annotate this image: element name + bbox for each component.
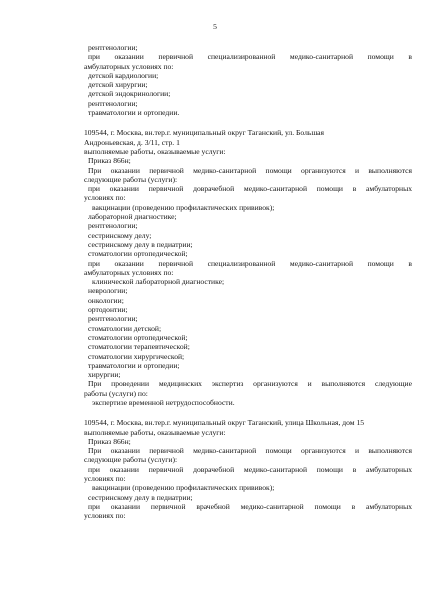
text-line: рентгенологии; xyxy=(88,221,138,231)
text-line: стоматологии хирургической; xyxy=(88,351,185,361)
text-line: условиях по: xyxy=(84,511,126,521)
text-line: выполняемые работы, оказываемые услуги: xyxy=(84,146,226,156)
text-line: рентгенологии; xyxy=(88,43,138,52)
text-line: работы (услуги) по: xyxy=(84,388,148,398)
text-line: вакцинации (проведению профилактических прививок); xyxy=(92,483,275,493)
text-line: детской эндокринологии; xyxy=(88,89,171,99)
text-line: онкологии; xyxy=(88,295,124,305)
document-body xyxy=(84,43,412,521)
text-line: экспертизе временной нетрудоспособности. xyxy=(92,397,235,407)
text-line: травматологии и ортопедии; xyxy=(88,360,180,370)
text-line: клинической лабораторной диагностике; xyxy=(92,277,225,287)
text-line: 109544, г. Москва, вн.тер.г. муниципальный округ Таганский, ул. Большая xyxy=(84,128,325,138)
text-line: сестринскому делу; xyxy=(88,230,152,240)
text-line: вакцинации (проведению профилактических прививок); xyxy=(92,202,275,212)
text-line: неврологии; xyxy=(88,286,128,296)
text-line: рентгенологии; xyxy=(88,314,138,324)
text-line: Приказ 866н; xyxy=(88,436,131,446)
text-line: 109544, г. Москва, вн.тер.г. муниципальный округ Таганский, улица Школьная, дом 15 xyxy=(84,418,365,428)
text-line: При оказании первичной медико-санитарной помощи организуются и выполняются xyxy=(88,165,412,175)
text-line: детской кардиологии; xyxy=(88,70,159,80)
text-line: следующие работы (услуги): xyxy=(84,174,178,184)
text-line: стоматологии ортопедической; xyxy=(88,249,188,259)
text-line: выполняемые работы, оказываемые услуги: xyxy=(84,427,226,437)
text-line: стоматологии детской; xyxy=(88,323,162,333)
text-line: следующие работы (услуги): xyxy=(84,455,178,465)
text-line: сестринскому делу в педиатрии; xyxy=(88,492,193,502)
text-line: при оказании первичной специализированной медико-санитарной помощи в xyxy=(88,52,412,62)
text-line: амбулаторных условиях по: xyxy=(84,267,174,277)
text-line: Приказ 866н; xyxy=(88,156,131,166)
text-line: амбулаторных условиях по: xyxy=(84,61,174,71)
text-line: стоматологии терапевтической; xyxy=(88,342,190,352)
text-line: рентгенологии; xyxy=(88,98,138,108)
text-line: ортодонтии; xyxy=(88,305,128,315)
paragraph-gap xyxy=(84,117,412,128)
text-line: лабораторной диагностике; xyxy=(88,212,177,222)
text-line: детской хирургии; xyxy=(88,80,148,90)
text-line: Андроньевская, д. 3/11, стр. 1 xyxy=(84,137,180,147)
page-number: 5 xyxy=(213,22,217,31)
text-line: при оказании первичной доврачебной медико-санитарной помощи в амбулаторных xyxy=(88,184,412,194)
text-line: хирургии; xyxy=(88,370,121,380)
text-line: условиях по: xyxy=(84,474,126,484)
text-line: при оказании первичной врачебной медико-санитарной помощи в амбулаторных xyxy=(88,501,412,511)
text-line: сестринскому делу в педиатрии; xyxy=(88,239,193,249)
text-line: стоматологии ортопедической; xyxy=(88,332,188,342)
text-line: травматологии и ортопедии. xyxy=(88,108,180,118)
text-line: при оказании первичной доврачебной медико-санитарной помощи в амбулаторных xyxy=(88,464,412,474)
text-line: условиях по: xyxy=(84,193,126,203)
text-line: при оказании первичной специализированной медико-санитарной помощи в xyxy=(88,258,412,268)
paragraph-gap xyxy=(84,407,412,418)
text-line: При оказании первичной медико-санитарной помощи организуются и выполняются xyxy=(88,446,412,456)
text-line: При проведении медицинских экспертиз организуются и выполняются следующие xyxy=(88,379,412,389)
